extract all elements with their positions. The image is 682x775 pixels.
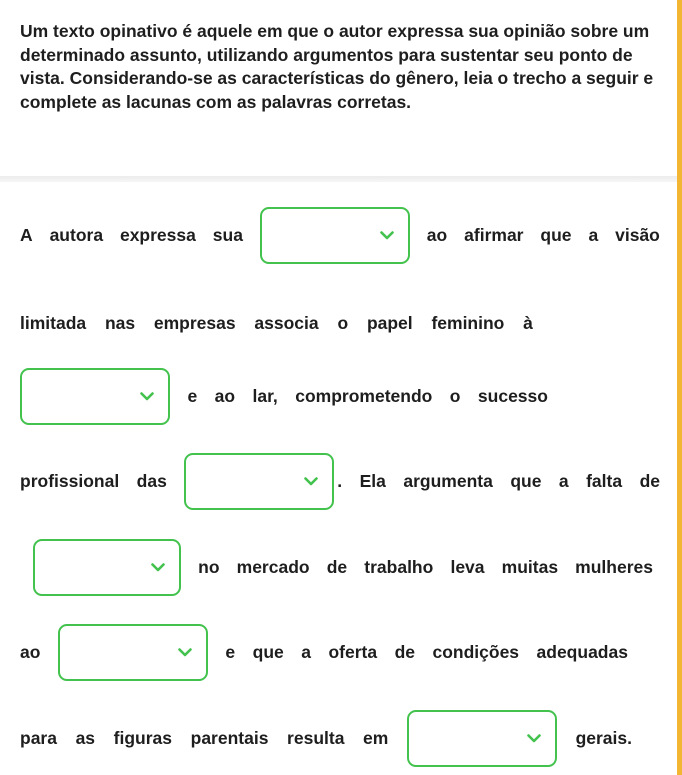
passage-line-2 — [20, 293, 540, 353]
passage-word: limitada — [20, 312, 87, 333]
blank-dropdown-6[interactable] — [407, 710, 557, 767]
passage-word: associa — [254, 312, 319, 333]
passage-word: condições — [432, 641, 520, 662]
passage-line-4 — [20, 451, 660, 511]
chevron-down-icon — [140, 392, 154, 401]
passage-word: afirmar — [464, 224, 524, 245]
passage-word: gerais. — [575, 727, 632, 748]
passage-word: e — [225, 641, 236, 662]
passage-word: expressa — [119, 224, 196, 245]
passage-word: que — [510, 470, 542, 491]
passage-word: a — [301, 641, 311, 662]
passage-word: papel — [366, 312, 413, 333]
blank-dropdown-4[interactable] — [33, 539, 181, 596]
blank-dropdown-2[interactable] — [20, 368, 170, 425]
passage-word: oferta — [328, 641, 378, 662]
question-prompt: Um texto opinativo é aquele em que o autor expressa sua opinião sobre um determinado assunto, utilizando argumentos para sustentar seu ponto de vista. Considerando-se as características do gênero, leia o trecho a seguir e complete as lacunas com as palavras corretas. — [20, 21, 654, 112]
passage-word: figuras — [113, 727, 173, 748]
passage-word: argumenta — [403, 470, 493, 491]
passage-word: mulheres — [575, 556, 653, 577]
passage-word: falta — [586, 470, 623, 491]
passage-word: sua — [212, 224, 243, 245]
passage-word: muitas — [501, 556, 559, 577]
passage-word: ao — [214, 385, 236, 406]
passage-word: parentais — [190, 727, 269, 748]
passage-line-7 — [20, 708, 632, 768]
passage-word: nas — [104, 312, 136, 333]
passage-line-3 — [20, 366, 548, 426]
passage-word: empresas — [153, 312, 236, 333]
passage-word: comprometendo — [295, 385, 433, 406]
passage-word: A — [20, 224, 33, 245]
passage-word: autora — [49, 224, 104, 245]
chevron-down-icon — [304, 477, 318, 486]
passage-word: a — [558, 470, 569, 491]
passage-word: de — [326, 556, 348, 577]
passage-punctuation: . — [337, 470, 343, 491]
passage-word: as — [75, 727, 96, 748]
chevron-down-icon — [178, 648, 192, 657]
passage-word: ao — [426, 224, 448, 245]
frame-border — [677, 0, 682, 775]
passage-word: em — [363, 727, 389, 748]
passage-word: feminino — [431, 312, 505, 333]
passage-word: o — [449, 385, 461, 406]
passage-word: sucesso — [477, 385, 548, 406]
chevron-down-icon — [151, 563, 165, 572]
passage-word: lar, — [252, 385, 278, 406]
passage-word: mercado — [236, 556, 310, 577]
blank-dropdown-3[interactable] — [184, 453, 334, 510]
chevron-down-icon — [380, 231, 394, 240]
blank-group — [184, 453, 342, 510]
passage-word: das — [136, 470, 167, 491]
passage-word: no — [198, 556, 220, 577]
passage-line-5 — [33, 537, 653, 597]
passage-word: o — [337, 312, 349, 333]
passage-word: que — [540, 224, 572, 245]
passage-word: trabalho — [364, 556, 434, 577]
passage-word: Ela — [359, 470, 386, 491]
passage-word: visão — [615, 224, 660, 245]
passage-word: adequadas — [536, 641, 628, 662]
passage-word: profissional — [20, 470, 120, 491]
passage-word: que — [252, 641, 284, 662]
passage-word: de — [639, 470, 660, 491]
passage-word: de — [394, 641, 415, 662]
passage-word: ao — [20, 641, 41, 662]
passage-line-1 — [20, 205, 660, 265]
passage-word: e — [187, 385, 198, 406]
passage-word: resulta — [287, 727, 345, 748]
passage-word: para — [20, 727, 57, 748]
passage-word: à — [523, 312, 533, 333]
passage-line-6 — [20, 622, 628, 682]
divider — [0, 176, 677, 182]
chevron-down-icon — [527, 734, 541, 743]
passage-word: a — [588, 224, 599, 245]
passage-word: leva — [450, 556, 485, 577]
blank-dropdown-1[interactable] — [260, 207, 410, 264]
blank-dropdown-5[interactable] — [58, 624, 208, 681]
